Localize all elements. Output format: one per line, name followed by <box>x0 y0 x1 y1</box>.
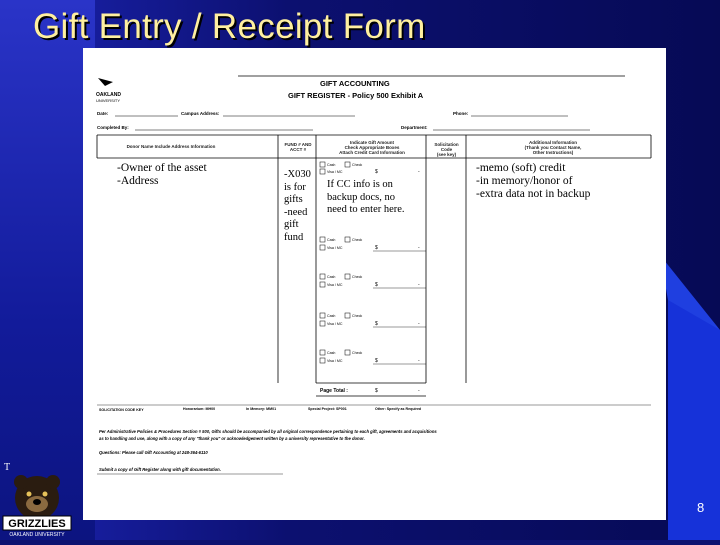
completed-by-label: Completed By: <box>97 125 129 130</box>
university-logo-icon <box>96 78 121 103</box>
column-gift-amount: Indicate Gift Amount Check Appropriate Boxes Attach Credit Card Information <box>339 140 405 155</box>
svg-text:Special Project: SP001: Special Project: SP001 <box>308 407 347 411</box>
policy-text-2: as to handling and use, along with a copy of any "thank you" or acknowledgement written by a university representative to the donor. <box>99 436 365 441</box>
form-drawing <box>83 48 666 520</box>
svg-text:Check: Check <box>352 238 363 242</box>
date-label: Date: <box>97 111 109 116</box>
svg-text:OAKLAND: OAKLAND <box>96 92 121 98</box>
svg-text:Visa / MC: Visa / MC <box>327 170 343 174</box>
svg-text:GRIZZLIES: GRIZZLIES <box>8 518 66 530</box>
svg-text:Check: Check <box>352 351 363 355</box>
questions-text: Questions: Please call Gift Accounting at 248-364-6110 <box>99 450 208 455</box>
svg-text:Visa / MC: Visa / MC <box>327 246 343 250</box>
page-total-currency: $ <box>375 388 378 394</box>
svg-text:Cash: Cash <box>327 351 336 355</box>
column-solicitation-code: Solicitation Code (see key) <box>434 142 459 157</box>
svg-text:Check: Check <box>352 163 363 167</box>
svg-text:Cash: Cash <box>327 314 336 318</box>
svg-text:$: $ <box>375 358 378 364</box>
svg-text:Honorarium: MH00: Honorarium: MH00 <box>183 407 216 411</box>
column-additional-info: Additional Information (Thank you Contact Name, Other Instructions) <box>524 140 582 155</box>
form-subtitle: GIFT REGISTER - Policy 500 Exhibit A <box>288 91 424 100</box>
svg-text:$: $ <box>375 245 378 251</box>
page-total-label: Page Total : <box>320 388 348 394</box>
grizzly-bear-icon <box>1 470 73 540</box>
corner-mark: T <box>4 462 11 473</box>
svg-text:UNIVERSITY: UNIVERSITY <box>96 98 121 103</box>
gift-register-form <box>83 48 666 520</box>
svg-text:Check: Check <box>352 314 363 318</box>
svg-text:Cash: Cash <box>327 163 336 167</box>
column-fund-acct: FUND # AND ACCT # <box>284 142 312 152</box>
svg-text:$: $ <box>375 321 378 327</box>
svg-text:OAKLAND UNIVERSITY: OAKLAND UNIVERSITY <box>9 532 65 538</box>
svg-text:-: - <box>418 282 420 288</box>
svg-text:Visa / MC: Visa / MC <box>327 283 343 287</box>
form-org-header: GIFT ACCOUNTING <box>320 79 390 88</box>
svg-text:Cash: Cash <box>327 275 336 279</box>
svg-text:Visa / MC: Visa / MC <box>327 322 343 326</box>
column-donor-name: Donor Name Include Address Information <box>126 144 216 149</box>
svg-text:-: - <box>418 245 420 251</box>
slide-title: Gift Entry / Receipt Form <box>33 7 426 46</box>
policy-text: Per Administrative Policies & Procedures Section # 500, Gifts should be accompanied by all original correspondence pertaining to each gift, agreements and acquisitions <box>99 429 437 434</box>
slide-number: 8 <box>697 500 705 515</box>
svg-text:$: $ <box>375 169 378 175</box>
page-total-dash: - <box>418 388 420 394</box>
svg-text:Other: Specify as Required: Other: Specify as Required <box>375 407 422 411</box>
solicitation-code-key <box>97 405 651 412</box>
svg-text:-: - <box>418 169 420 175</box>
svg-text:$: $ <box>375 282 378 288</box>
grizzlies-logo <box>1 470 73 540</box>
svg-text:Cash: Cash <box>327 238 336 242</box>
svg-text:Visa / MC: Visa / MC <box>327 359 343 363</box>
fund-annotation: -X030 is for gifts -need gift fund <box>284 169 311 243</box>
submit-text: Submit a copy of Gift Register along with gift documentation. <box>99 467 221 472</box>
policy-notes <box>97 429 437 474</box>
svg-text:-: - <box>418 358 420 364</box>
additional-info-annotation: -memo (soft) credit -in memory/honor of -extra data not in backup <box>476 162 591 200</box>
svg-text:-: - <box>418 321 420 327</box>
phone-label: Phone: <box>453 111 469 116</box>
department-label: Department: <box>401 125 428 130</box>
svg-text:SOLICITATION CODE KEY: SOLICITATION CODE KEY <box>99 408 144 412</box>
svg-text:In Memory: MM01: In Memory: MM01 <box>246 407 277 411</box>
donor-annotation: -Owner of the asset -Address <box>117 162 207 187</box>
svg-text:Check: Check <box>352 275 363 279</box>
campus-address-label: Campus Address: <box>181 111 220 116</box>
cc-annotation: If CC info is on backup docs, no need to enter here. <box>327 179 405 215</box>
